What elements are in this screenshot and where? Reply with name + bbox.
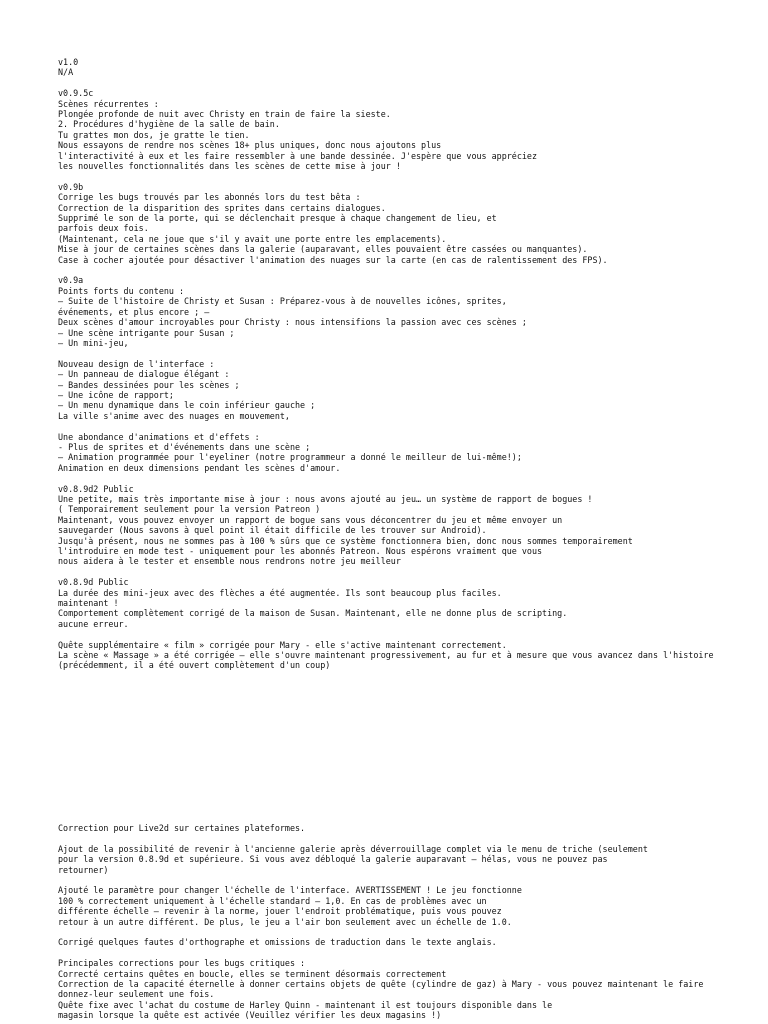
section-gap [58,265,768,275]
text-line: sauvegarder (Nous savons à quel point il était difficile de les trouver sur Android). [58,525,487,536]
section-gap [58,567,768,577]
section-heading: Ajouté le paramètre pour changer l'échelle de l'interface. AVERTISSEMENT ! Le jeu fonctionne [58,885,522,896]
section-heading: Correction pour Live2d sur certaines plateformes. [58,823,306,833]
section-heading: v0.8.9d Public [58,577,129,588]
text-line: – Bandes dessinées pour les scènes ; [58,379,240,390]
text-line: – Un panneau de dialogue élégant : [58,369,230,380]
text-line: événements, et plus encore ; – [58,306,210,317]
section-heading: Ajout de la possibilité de revenir à l'ancienne galerie après déverrouillage complet via le menu de triche (seulement [58,843,648,854]
text-line: – Suite de l'histoire de Christy et Susan : Préparez-vous à de nouvelles icônes, sprites, [58,296,507,307]
text-line: Supprimé le son de la porte, qui se déclenchait presque à chaque changement de lieu, et [58,213,497,224]
section-heading: Principales corrections pour les bugs critiques : [58,958,306,969]
text-line: aucune erreur. [58,618,129,629]
text-line: Correction de la capacité éternelle à donner certains objets de quête (cylindre de gaz) à Mary - vous pouvez maintenant le faire [58,979,704,990]
section-gap [58,927,768,937]
text-line: Mise à jour de certaines scènes dans la galerie (auparavant, elles pouvaient être cassées ou manquantes). [58,244,588,255]
text-line: retourner) [58,864,109,875]
changelog-bottom [58,823,768,1021]
text-line: La ville s'anime avec des nuages en mouvement, [58,410,290,421]
text-line: l'introduire en mode test - uniquement pour les abonnés Patreon. Nous espérons vraiment que vous [58,546,543,556]
section-heading: v0.8.9d2 Public [58,483,134,494]
text-line: retour à un autre différent. De plus, le jeu a l'air bon seulement avec un échelle de 1.0. [58,916,512,927]
section-gap [58,171,768,181]
text-line: Correction de la disparition des sprites dans certains dialogues. [58,202,386,213]
text-line: – Un mini-jeu, [58,337,129,348]
text-line: Une petite, mais très importante mise à jour : nous avons ajouté au jeu… un système de rapport de bogues ! [58,493,593,504]
section-gap [58,473,768,483]
changelog-top [58,57,768,671]
section-heading: Corrigé quelques fautes d'orthographe et omissions de traduction dans le texte anglais. [58,937,497,948]
text-line: N/A [58,67,74,78]
text-line: – Un menu dynamique dans le coin inférieur gauche ; [58,400,316,411]
text-line: – Animation programmée pour l'eyeliner (notre programmeur a donné le meilleur de lui-même!); [58,452,522,463]
text-line: La scène « Massage » a été corrigée – elle s'ouvre maintenant progressivement, au fur et à mesure que vous avancez dans l'histoire [58,650,714,661]
text-line: magasin lorsque la quête est activée (Veuillez vérifier les deux magasins !) [58,1010,442,1021]
text-line: Corrige les bugs trouvés par les abonnés lors du test bêta : [58,192,361,203]
section-gap [58,629,768,639]
text-line: Quête fixe avec l'achat du costume de Harley Quinn - maintenant il est toujours disponible dans le [58,999,553,1010]
text-line: Jusqu'à présent, nous ne sommes pas à 100 % sûrs que ce système fonctionnera bien, donc nous sommes temporairement [58,535,633,546]
text-line: (Maintenant, cela ne joue que s'il y avait une porte entre les emplacements). [58,233,447,244]
section-heading: Nouveau design de l'interface : [58,358,215,369]
section-gap [58,833,768,843]
text-line: La durée des mini-jeux avec des flèches a été augmentée. Ils sont beaucoup plus faciles. [58,587,502,598]
text-line: Case à cocher ajoutée pour désactiver l'animation des nuages sur la carte (en cas de ralentissement des FPS). [58,254,608,265]
text-line: – Une icône de rapport; [58,389,174,400]
text-line: maintenant ! [58,598,119,609]
text-line: Points forts du contenu : [58,285,185,296]
text-line: (précédemment, il a été ouvert complètement d'un coup) [58,660,331,671]
section-heading: Une abondance d'animations et d'effets : [58,431,260,442]
text-line: donnez-leur seulement une fois. [58,989,215,1000]
text-line: ( Temporairement seulement pour la version Patreon ) [58,504,321,515]
text-line: Deux scènes d'amour incroyables pour Christy : nous intensifions la passion avec ces scènes ; [58,317,527,328]
text-line: 100 % correctement uniquement à l'échelle standard – 1,0. En cas de problèmes avec un [58,895,487,906]
text-line: les nouvelles fonctionnalités dans les scènes de cette mise à jour ! [58,161,401,172]
section-gap [58,78,768,88]
section-gap [58,348,768,358]
text-line: Plongée profonde de nuit avec Christy en train de faire la sieste. [58,109,391,120]
section-heading: v1.0 [58,57,79,67]
section-heading: v0.9a [58,275,84,286]
text-line: Scènes récurrentes : [58,98,159,109]
section-gap [58,421,768,431]
text-line: Correcté certains quêtes en boucle, elles se terminent désormais correctement [58,968,447,979]
text-line: Comportement complètement corrigé de la maison de Susan. Maintenant, elle ne donne plus de scripting. [58,608,568,619]
text-line: nous aidera à le tester et ensemble nous rendrons notre jeu meilleur [58,556,401,567]
text-line: Maintenant, vous pouvez envoyer un rapport de bogue sans vous déconcentrer du jeu et même envoyer un [58,514,563,525]
text-line: 2. Procédures d'hygiène de la salle de bain. [58,119,280,130]
text-line: l'interactivité à eux et les faire ressembler à une bande dessinée. J'espère que vous appréciez [58,150,538,161]
text-line: Animation en deux dimensions pendant les scènes d'amour. [58,462,341,473]
text-line: parfois deux fois. [58,223,149,234]
section-gap [58,875,768,885]
section-gap [58,948,768,958]
text-line: Nous essayons de rendre nos scènes 18+ plus uniques, donc nous ajoutons plus [58,140,442,151]
section-heading: Quête supplémentaire « film » corrigée pour Mary - elle s'active maintenant correctement. [58,639,507,650]
section-heading: v0.9.5c [58,88,94,99]
text-line: pour la version 0.8.9d et supérieure. Si vous avez débloqué la galerie auparavant – hélas, vous ne pouvez pas [58,854,608,865]
text-line: - Plus de sprites et d'événements dans une scène ; [58,441,311,452]
text-line: différente échelle – revenir à la norme, jouer l'endroit problématique, puis vous pouvez [58,906,502,917]
text-line: – Une scène intrigante pour Susan ; [58,327,235,338]
section-heading: v0.9b [58,181,84,192]
text-line: Tu grattes mon dos, je gratte le tien. [58,129,250,140]
